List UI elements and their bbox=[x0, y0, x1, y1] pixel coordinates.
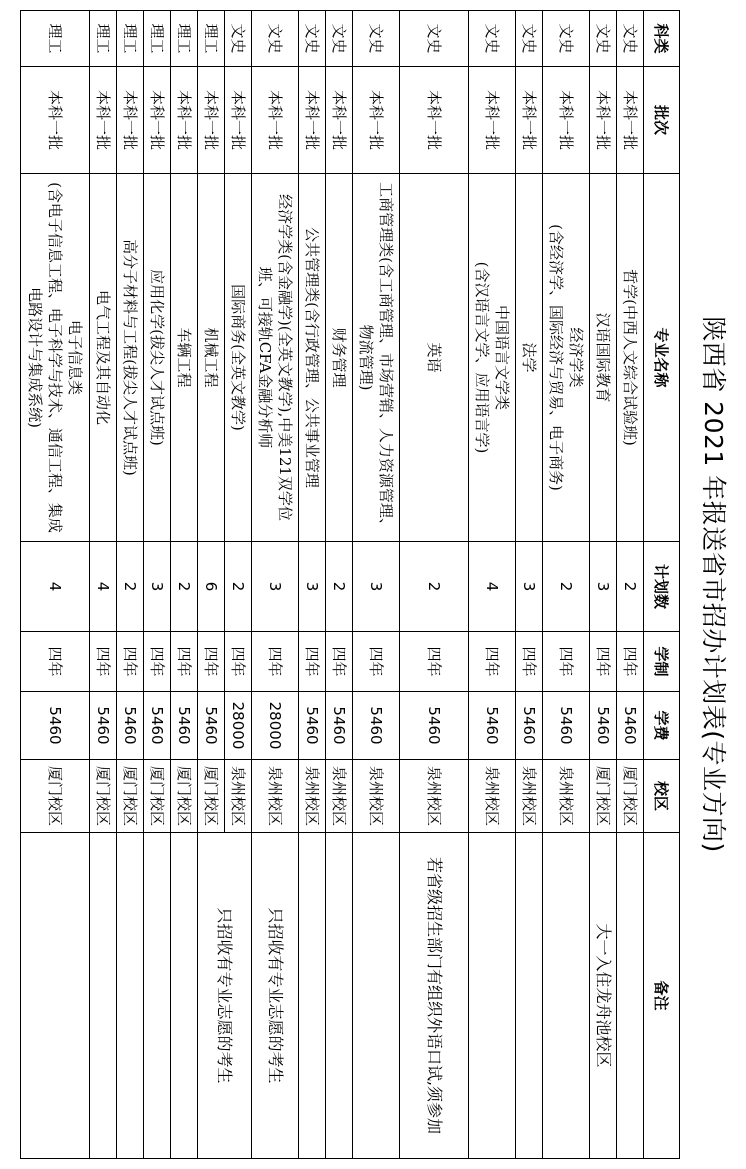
cell-note bbox=[21, 833, 90, 1159]
cell-major: 工商管理类(含工商管理、市场营销、人力资源管理、物流管理) bbox=[353, 174, 400, 542]
header-row bbox=[644, 11, 680, 1159]
cell-major: 国际商务(全英文教学) bbox=[225, 174, 252, 542]
cell-subject: 理工 bbox=[21, 11, 90, 67]
cell-plan: 3 bbox=[299, 542, 326, 632]
table-row bbox=[144, 11, 171, 1159]
cell-major: 公共管理类(含行政管理、公共事业管理 bbox=[299, 174, 326, 542]
cell-duration: 四年 bbox=[252, 632, 299, 692]
table-row bbox=[400, 11, 469, 1159]
table-row bbox=[543, 11, 590, 1159]
col-header-notes: 备注 bbox=[644, 833, 680, 1159]
cell-plan: 3 bbox=[252, 542, 299, 632]
cell-note bbox=[171, 833, 198, 1159]
cell-note bbox=[543, 833, 590, 1159]
cell-campus: 厦门校区 bbox=[590, 760, 617, 833]
cell-subject: 理工 bbox=[144, 11, 171, 67]
cell-plan: 4 bbox=[469, 542, 516, 632]
cell-note bbox=[90, 833, 117, 1159]
cell-duration: 四年 bbox=[299, 632, 326, 692]
table-row bbox=[469, 11, 516, 1159]
note-oral-exam: 若省级招生部门有组织外语口试,须参加 bbox=[400, 833, 469, 1159]
cell-subject: 理工 bbox=[198, 11, 225, 67]
cell-campus: 厦门校区 bbox=[198, 760, 225, 833]
cell-batch: 本科一批 bbox=[21, 67, 90, 174]
col-header-duration: 学制 bbox=[644, 632, 680, 692]
page-title: 陕西省 2021 年报送省市招办计划表(专业方向) bbox=[699, 316, 728, 853]
cell-subject: 文史 bbox=[400, 11, 469, 67]
cell-batch: 本科一批 bbox=[400, 67, 469, 174]
cell-duration: 四年 bbox=[326, 632, 353, 692]
col-header-subject: 科类 bbox=[644, 11, 680, 67]
cell-batch: 本科一批 bbox=[353, 67, 400, 174]
cell-subject: 文史 bbox=[590, 11, 617, 67]
col-header-major: 专业名称 bbox=[644, 174, 680, 542]
cell-fee: 5460 bbox=[590, 692, 617, 760]
cell-fee: 5460 bbox=[299, 692, 326, 760]
cell-duration: 四年 bbox=[21, 632, 90, 692]
table-row bbox=[90, 11, 117, 1159]
cell-major: 经济学类 (含经济学、国际经济与贸易、电子商务) bbox=[543, 174, 590, 542]
table-row bbox=[252, 11, 299, 1159]
cell-duration: 四年 bbox=[198, 632, 225, 692]
cell-subject: 文史 bbox=[225, 11, 252, 67]
cell-note bbox=[144, 833, 171, 1159]
cell-duration: 四年 bbox=[144, 632, 171, 692]
cell-major: 财务管理 bbox=[326, 174, 353, 542]
cell-batch: 本科一批 bbox=[117, 67, 144, 174]
cell-campus: 泉州校区 bbox=[326, 760, 353, 833]
cell-plan: 3 bbox=[590, 542, 617, 632]
cell-batch: 本科一批 bbox=[590, 67, 617, 174]
cell-duration: 四年 bbox=[469, 632, 516, 692]
cell-fee: 5460 bbox=[117, 692, 144, 760]
table-row bbox=[516, 11, 543, 1159]
cell-batch: 本科一批 bbox=[543, 67, 590, 174]
cell-campus: 泉州校区 bbox=[225, 760, 252, 833]
cell-duration: 四年 bbox=[225, 632, 252, 692]
cell-subject: 文史 bbox=[299, 11, 326, 67]
cell-major: 中国语言文学类 (含汉语言文学、应用语言学) bbox=[469, 174, 516, 542]
cell-duration: 四年 bbox=[90, 632, 117, 692]
note-residence: 大一入住龙舟池校区 bbox=[590, 833, 617, 1159]
cell-batch: 本科一批 bbox=[225, 67, 252, 174]
cell-fee: 5460 bbox=[469, 692, 516, 760]
cell-campus: 泉州校区 bbox=[353, 760, 400, 833]
cell-fee: 5460 bbox=[21, 692, 90, 760]
cell-campus: 泉州校区 bbox=[516, 760, 543, 833]
cell-subject: 理工 bbox=[90, 11, 117, 67]
cell-duration: 四年 bbox=[617, 632, 644, 692]
table-row bbox=[117, 11, 144, 1159]
table-row bbox=[353, 11, 400, 1159]
cell-plan: 2 bbox=[543, 542, 590, 632]
cell-plan: 2 bbox=[326, 542, 353, 632]
cell-subject: 文史 bbox=[469, 11, 516, 67]
cell-duration: 四年 bbox=[590, 632, 617, 692]
cell-fee: 5460 bbox=[171, 692, 198, 760]
table-row bbox=[590, 11, 617, 1159]
cell-subject: 文史 bbox=[617, 11, 644, 67]
cell-batch: 本科一批 bbox=[171, 67, 198, 174]
cell-fee: 28000 bbox=[252, 692, 299, 760]
table-row bbox=[617, 11, 644, 1159]
col-header-fee: 学费 bbox=[644, 692, 680, 760]
cell-batch: 本科一批 bbox=[252, 67, 299, 174]
cell-plan: 4 bbox=[21, 542, 90, 632]
note-intent-liberal: 只招收有专业志愿的考生 bbox=[252, 833, 299, 1159]
cell-major: 汉语国际教育 bbox=[590, 174, 617, 542]
cell-plan: 3 bbox=[353, 542, 400, 632]
cell-plan: 6 bbox=[198, 542, 225, 632]
cell-batch: 本科一批 bbox=[144, 67, 171, 174]
cell-plan: 2 bbox=[225, 542, 252, 632]
cell-subject: 文史 bbox=[353, 11, 400, 67]
cell-note bbox=[326, 833, 353, 1159]
cell-major: 哲学(中西人文综合试验班) bbox=[617, 174, 644, 542]
cell-campus: 厦门校区 bbox=[21, 760, 90, 833]
cell-subject: 理工 bbox=[171, 11, 198, 67]
cell-batch: 本科一批 bbox=[90, 67, 117, 174]
cell-plan: 2 bbox=[171, 542, 198, 632]
cell-plan: 2 bbox=[617, 542, 644, 632]
cell-note bbox=[299, 833, 326, 1159]
cell-note bbox=[117, 833, 144, 1159]
cell-note bbox=[516, 833, 543, 1159]
cell-fee: 5460 bbox=[353, 692, 400, 760]
cell-campus: 厦门校区 bbox=[144, 760, 171, 833]
cell-major: 法学 bbox=[516, 174, 543, 542]
cell-major: 英语 bbox=[400, 174, 469, 542]
cell-fee: 5460 bbox=[400, 692, 469, 760]
cell-fee: 5460 bbox=[198, 692, 225, 760]
cell-major: 电子信息类 (含电子信息工程、电子科学与技术、通信工程、集成电路设计与集成系统) bbox=[21, 174, 90, 542]
cell-duration: 四年 bbox=[543, 632, 590, 692]
cell-campus: 泉州校区 bbox=[469, 760, 516, 833]
plan-table bbox=[20, 10, 680, 1159]
cell-batch: 本科一批 bbox=[516, 67, 543, 174]
cell-note bbox=[353, 833, 400, 1159]
note-intent-intl: 只招收有专业志愿的考生 bbox=[198, 833, 252, 1159]
cell-subject: 文史 bbox=[543, 11, 590, 67]
cell-batch: 本科一批 bbox=[326, 67, 353, 174]
cell-subject: 文史 bbox=[252, 11, 299, 67]
table-row bbox=[171, 11, 198, 1159]
cell-fee: 5460 bbox=[90, 692, 117, 760]
cell-campus: 泉州校区 bbox=[299, 760, 326, 833]
cell-campus: 厦门校区 bbox=[171, 760, 198, 833]
cell-campus: 厦门校区 bbox=[617, 760, 644, 833]
table-row bbox=[299, 11, 326, 1159]
cell-subject: 文史 bbox=[516, 11, 543, 67]
cell-duration: 四年 bbox=[171, 632, 198, 692]
cell-batch: 本科一批 bbox=[617, 67, 644, 174]
cell-fee: 5460 bbox=[144, 692, 171, 760]
table-row bbox=[326, 11, 353, 1159]
cell-batch: 本科一批 bbox=[299, 67, 326, 174]
cell-campus: 泉州校区 bbox=[543, 760, 590, 833]
cell-note bbox=[617, 833, 644, 1159]
col-header-plan: 计划数 bbox=[644, 542, 680, 632]
cell-plan: 3 bbox=[144, 542, 171, 632]
col-header-campus: 校区 bbox=[644, 760, 680, 833]
cell-duration: 四年 bbox=[400, 632, 469, 692]
cell-plan: 2 bbox=[400, 542, 469, 632]
cell-duration: 四年 bbox=[516, 632, 543, 692]
cell-batch: 本科一批 bbox=[469, 67, 516, 174]
cell-note bbox=[469, 833, 516, 1159]
cell-duration: 四年 bbox=[353, 632, 400, 692]
cell-plan: 2 bbox=[117, 542, 144, 632]
cell-fee: 5460 bbox=[543, 692, 590, 760]
cell-plan: 4 bbox=[90, 542, 117, 632]
cell-campus: 厦门校区 bbox=[90, 760, 117, 833]
cell-major: 机械工程 bbox=[198, 174, 225, 542]
col-header-batch: 批次 bbox=[644, 67, 680, 174]
cell-fee: 5460 bbox=[617, 692, 644, 760]
cell-batch: 本科一批 bbox=[198, 67, 225, 174]
cell-major: 电气工程及其自动化 bbox=[90, 174, 117, 542]
cell-major: 高分子材料与工程(拔尖人才试点班) bbox=[117, 174, 144, 542]
cell-subject: 理工 bbox=[117, 11, 144, 67]
cell-major: 经济学类(含金融学)(全英文教学),中美121双学位班、可接轨CFA金融分析师 bbox=[252, 174, 299, 542]
cell-campus: 泉州校区 bbox=[400, 760, 469, 833]
cell-major: 车辆工程 bbox=[171, 174, 198, 542]
cell-subject: 文史 bbox=[326, 11, 353, 67]
cell-major: 应用化学(拔尖人才试点班) bbox=[144, 174, 171, 542]
cell-fee: 5460 bbox=[326, 692, 353, 760]
table-row bbox=[21, 11, 90, 1159]
cell-plan: 3 bbox=[516, 542, 543, 632]
cell-fee: 28000 bbox=[225, 692, 252, 760]
cell-campus: 泉州校区 bbox=[252, 760, 299, 833]
cell-fee: 5460 bbox=[516, 692, 543, 760]
table-row bbox=[225, 11, 252, 1159]
cell-duration: 四年 bbox=[117, 632, 144, 692]
cell-campus: 厦门校区 bbox=[117, 760, 144, 833]
